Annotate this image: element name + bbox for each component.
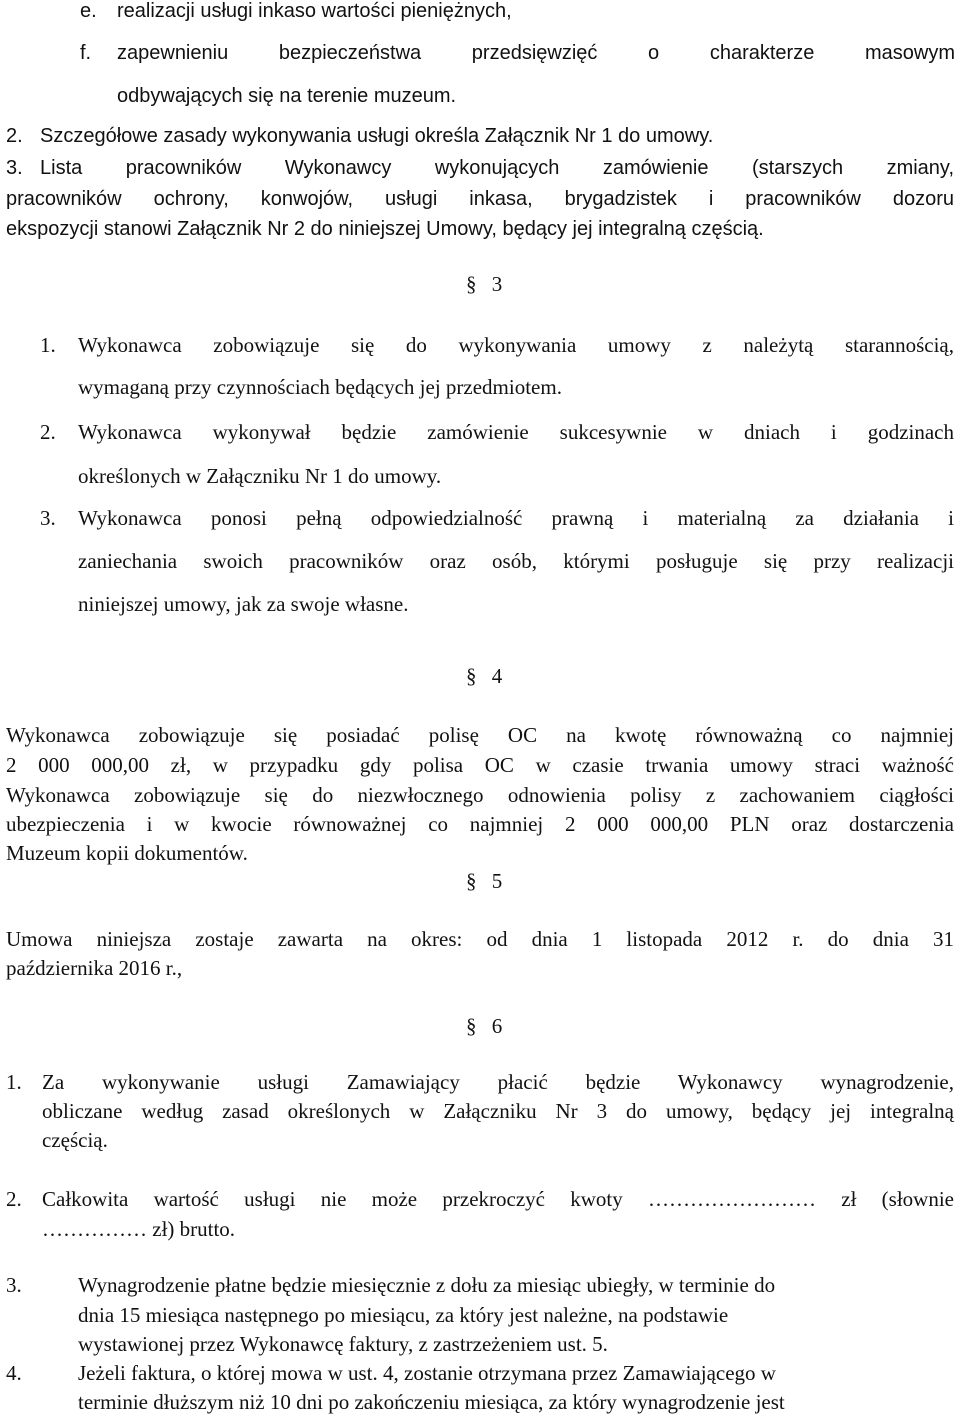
item-line: Wykonawca zobowiązuje się do wykonywania umowy z należytą starannością, — [78, 333, 954, 357]
list-text-line: zapewnieniu bezpieczeństwa przedsięwzięć o charakterze masowym — [117, 42, 955, 64]
section-symbol: § — [466, 664, 477, 688]
section-number: 6 — [491, 1014, 503, 1038]
section-heading-3 — [466, 272, 502, 297]
list-text-line: odbywających się na terenie muzeum. — [117, 85, 457, 107]
item-marker: 2. — [6, 1187, 22, 1211]
item-line: Za wykonywanie usługi Zamawiający płacić będzie Wykonawcy wynagrodzenie, — [42, 1070, 954, 1094]
paragraph-line: października 2016 r., — [6, 956, 183, 980]
item-line: niniejszej umowy, jak za swoje własne. — [78, 592, 409, 616]
item-line: wymaganą przy czynnościach będących jej przedmiotem. — [78, 375, 562, 399]
item-line: Całkowita wartość usługi nie może przekroczyć kwoty …………………… zł (słownie — [42, 1187, 954, 1211]
item-line: dnia 15 miesiąca następnego po miesiącu, za który jest należne, na podstawie — [78, 1303, 729, 1327]
paragraph-line: Umowa niniejsza zostaje zawarta na okres: od dnia 1 listopada 2012 r. do dnia 31 — [6, 927, 954, 951]
item-line: Wykonawca wykonywał będzie zamówienie sukcesywnie w dniach i godzinach — [78, 420, 954, 444]
section-symbol: § — [466, 272, 477, 296]
item-line: wystawionej przez Wykonawcę faktury, z zastrzeżeniem ust. 5. — [78, 1332, 608, 1356]
paragraph-line: 2 000 000,00 zł, w przypadku gdy polisa OC w czasie trwania umowy straci ważność — [6, 753, 954, 777]
section-number: 5 — [491, 869, 503, 893]
item-marker: 2. — [40, 420, 56, 444]
item-line: Jeżeli faktura, o której mowa w ust. 4, zostanie otrzymana przez Zamawiającego w — [78, 1361, 776, 1385]
paragraph-line: Lista pracowników Wykonawcy wykonujących zamówienie (starszych zmiany, — [40, 157, 954, 179]
paragraph-line: Muzeum kopii dokumentów. — [6, 841, 248, 865]
section-symbol: § — [466, 1014, 477, 1038]
item-marker: 1. — [6, 1070, 22, 1094]
paragraph-line: ubezpieczenia i w kwocie równoważnej co najmniej 2 000 000,00 PLN oraz dostarczenia — [6, 812, 954, 836]
section-heading-5 — [466, 869, 502, 894]
paragraph-line: Wykonawca zobowiązuje się do niezwłocznego odnowienia polisy z zachowaniem ciągłości — [6, 783, 954, 807]
item-line: zaniechania swoich pracowników oraz osób, którymi posługuje się przy realizacji — [78, 549, 954, 573]
item-line: Wynagrodzenie płatne będzie miesięcznie z dołu za miesiąc ubiegły, w terminie do — [78, 1273, 776, 1297]
item-marker: 1. — [40, 333, 56, 357]
paragraph-line: Wykonawca zobowiązuje się posiadać polisę OC na kwotę równoważną co najmniej — [6, 723, 954, 747]
item-marker: 3. — [40, 506, 56, 530]
section-number: 3 — [491, 272, 503, 296]
paragraph-line: pracowników ochrony, konwojów, usługi inkasa, brygadzistek i pracowników dozoru — [6, 188, 954, 210]
item-line: …………… zł) brutto. — [42, 1217, 236, 1241]
section-heading-6 — [466, 1014, 502, 1039]
list-marker: e. — [80, 0, 97, 22]
section-heading-4 — [466, 664, 502, 689]
paragraph-line: ekspozycji stanowi Załącznik Nr 2 do niniejszej Umowy, będący jej integralną częścią. — [6, 218, 764, 240]
section-symbol: § — [466, 869, 477, 893]
section-number: 4 — [491, 664, 503, 688]
item-line: terminie dłuższym niż 10 dni po zakończeniu miesiąca, za który wynagrodzenie jest — [78, 1390, 785, 1414]
paragraph-marker: 3. — [6, 157, 23, 179]
list-marker: f. — [80, 42, 92, 64]
item-line: obliczane według zasad określonych w Załączniku Nr 3 do umowy, będący jej integralną — [42, 1099, 954, 1123]
item-line: Wykonawca ponosi pełną odpowiedzialność prawną i materialną za działania i — [78, 506, 954, 530]
paragraph-marker: 2. — [6, 125, 23, 147]
item-line: częścią. — [42, 1128, 108, 1152]
paragraph-text: Szczegółowe zasady wykonywania usługi określa Załącznik Nr 1 do umowy. — [40, 125, 714, 147]
list-item-e — [0, 0, 960, 28]
list-text: realizacji usługi inkaso wartości pieniężnych, — [117, 0, 512, 22]
item-marker: 4. — [6, 1361, 22, 1385]
item-line: określonych w Załączniku Nr 1 do umowy. — [78, 464, 442, 488]
item-marker: 3. — [6, 1273, 22, 1297]
